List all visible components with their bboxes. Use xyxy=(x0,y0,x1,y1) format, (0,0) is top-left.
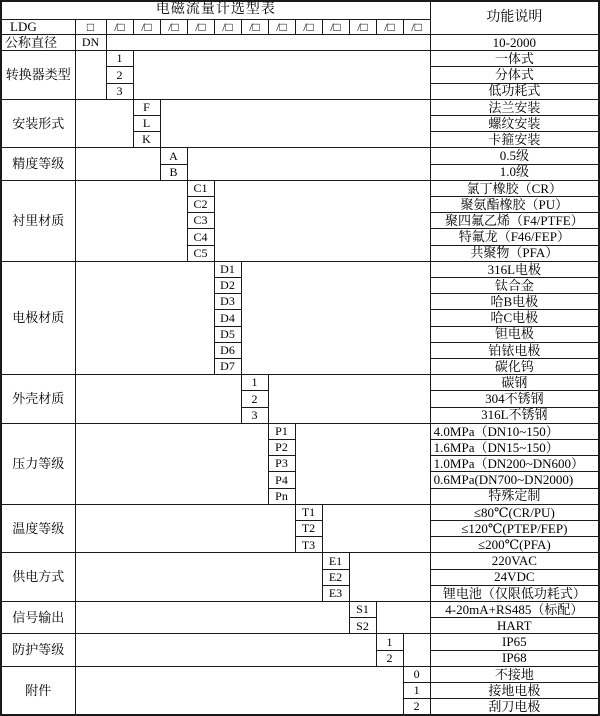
option-description: 钽电极 xyxy=(430,326,599,342)
option-description: 哈C电极 xyxy=(430,310,599,326)
option-description: 304不锈钢 xyxy=(430,391,599,407)
option-code: 1 xyxy=(241,375,268,391)
option-code: D1 xyxy=(214,261,241,277)
filler-right xyxy=(160,99,430,148)
option-row xyxy=(1,423,599,439)
model-slot-box: /□ xyxy=(268,19,295,34)
filler-right xyxy=(322,504,430,553)
option-code: 2 xyxy=(241,391,268,407)
category-label: 外壳材质 xyxy=(1,375,75,424)
option-code: T2 xyxy=(295,521,322,537)
option-code: 2 xyxy=(403,699,430,715)
option-code: E3 xyxy=(322,585,349,601)
option-code: E1 xyxy=(322,553,349,569)
option-code: D5 xyxy=(214,326,241,342)
model-slot-box: /□ xyxy=(349,19,376,34)
option-row xyxy=(1,666,599,682)
filler-right xyxy=(214,180,430,261)
title-row xyxy=(1,1,599,19)
filler-left xyxy=(75,504,295,553)
model-base-box: □ xyxy=(75,19,106,34)
option-row xyxy=(1,261,599,277)
category-label: 公称直径 xyxy=(1,34,75,50)
category-label: 温度等级 xyxy=(1,504,75,553)
option-description: 锂电池（仅限低功耗式） xyxy=(430,585,599,601)
option-code: P4 xyxy=(268,472,295,488)
category-label: 精度等级 xyxy=(1,148,75,180)
option-row xyxy=(1,634,599,650)
model-slot-box: /□ xyxy=(295,19,322,34)
option-description: 1.0MPa（DN200~DN600） xyxy=(430,456,599,472)
option-row xyxy=(1,34,599,50)
filler-right xyxy=(403,634,430,666)
category-label: 转换器类型 xyxy=(1,51,75,100)
function-column-header: 功能说明 xyxy=(430,1,599,34)
option-row xyxy=(1,180,599,196)
model-slot-box: /□ xyxy=(133,19,160,34)
category-label: 供电方式 xyxy=(1,553,75,602)
option-description: 聚氨酯橡胶（PU） xyxy=(430,196,599,212)
option-description: 一体式 xyxy=(430,51,599,67)
option-description: 1.6MPa（DN15~150） xyxy=(430,439,599,455)
option-description: IP68 xyxy=(430,650,599,666)
option-description: 铂铱电极 xyxy=(430,342,599,358)
option-description: IP65 xyxy=(430,634,599,650)
model-slot-box: /□ xyxy=(187,19,214,34)
option-code: A xyxy=(160,148,187,164)
model-slot-box: /□ xyxy=(160,19,187,34)
option-description: 法兰安装 xyxy=(430,99,599,115)
option-description: 钛合金 xyxy=(430,277,599,293)
model-prefix: LDG xyxy=(1,19,75,34)
option-code: D6 xyxy=(214,342,241,358)
option-code: B xyxy=(160,164,187,180)
model-slot-box: /□ xyxy=(241,19,268,34)
option-code: 1 xyxy=(376,634,403,650)
filler-left xyxy=(75,148,160,180)
option-code: 0 xyxy=(403,666,430,682)
option-description: 氯丁橡胶（CR） xyxy=(430,180,599,196)
option-code: T1 xyxy=(295,504,322,520)
filler-left xyxy=(75,261,214,374)
option-code: F xyxy=(133,99,160,115)
option-description: 1.0级 xyxy=(430,164,599,180)
category-label: 电极材质 xyxy=(1,261,75,374)
filler-left xyxy=(75,666,403,715)
model-slot-box: /□ xyxy=(214,19,241,34)
option-description: ≤120℃(PTEP/FEP) xyxy=(430,521,599,537)
option-description: 特氟龙（F46/FEP） xyxy=(430,229,599,245)
option-code: P2 xyxy=(268,439,295,455)
option-code: E2 xyxy=(322,569,349,585)
option-description: 特殊定制 xyxy=(430,488,599,504)
filler-right xyxy=(295,423,430,504)
option-code: S1 xyxy=(349,602,376,618)
option-code: D4 xyxy=(214,310,241,326)
option-code: 2 xyxy=(376,650,403,666)
filler-left xyxy=(75,634,376,666)
option-description: 共聚物（PFA） xyxy=(430,245,599,261)
filler-right xyxy=(268,375,430,424)
option-code: 3 xyxy=(241,407,268,423)
option-description: 4.0MPa（DN10~150） xyxy=(430,423,599,439)
option-code: C3 xyxy=(187,213,214,229)
filler-right xyxy=(376,602,430,634)
option-code: S2 xyxy=(349,618,376,634)
option-code: 2 xyxy=(106,67,133,83)
filler-right xyxy=(187,148,430,180)
option-description: 碳钢 xyxy=(430,375,599,391)
category-label: 衬里材质 xyxy=(1,180,75,261)
option-row xyxy=(1,553,599,569)
model-slot-box: /□ xyxy=(403,19,430,34)
option-description: 卡箍安装 xyxy=(430,132,599,148)
filler-left xyxy=(75,180,187,261)
model-slot-box: /□ xyxy=(322,19,349,34)
category-label: 压力等级 xyxy=(1,423,75,504)
option-description: 316L电极 xyxy=(430,261,599,277)
option-code: P3 xyxy=(268,456,295,472)
option-code: T3 xyxy=(295,537,322,553)
category-label: 附件 xyxy=(1,666,75,715)
option-description: 碳化钨 xyxy=(430,358,599,374)
option-code: Pn xyxy=(268,488,295,504)
option-code: 1 xyxy=(106,51,133,67)
filler-left xyxy=(75,99,133,148)
option-code: P1 xyxy=(268,423,295,439)
option-code: D3 xyxy=(214,294,241,310)
filler-right xyxy=(349,553,430,602)
option-description: ≤200℃(PFA) xyxy=(430,537,599,553)
option-description: 0.6MPa(DN700~DN2000) xyxy=(430,472,599,488)
filler-left xyxy=(75,423,268,504)
option-row xyxy=(1,375,599,391)
option-code: 3 xyxy=(106,83,133,99)
option-description: 低功耗式 xyxy=(430,83,599,99)
model-slot-box: /□ xyxy=(376,19,403,34)
option-code: C1 xyxy=(187,180,214,196)
option-description: 220VAC xyxy=(430,553,599,569)
option-description: 24VDC xyxy=(430,569,599,585)
option-row xyxy=(1,51,599,67)
option-description: 聚四氟乙烯（F4/PTFE） xyxy=(430,213,599,229)
option-description: 不接地 xyxy=(430,666,599,682)
option-code: 1 xyxy=(403,683,430,699)
model-slot-box: /□ xyxy=(106,19,133,34)
option-description: 刮刀电极 xyxy=(430,699,599,715)
option-code: K xyxy=(133,132,160,148)
option-row xyxy=(1,148,599,164)
option-description: 哈B电极 xyxy=(430,294,599,310)
option-code: L xyxy=(133,115,160,131)
option-code: C2 xyxy=(187,196,214,212)
option-description: 接地电极 xyxy=(430,683,599,699)
filler-left xyxy=(75,602,349,634)
option-code: DN xyxy=(75,34,106,50)
option-description: HART xyxy=(430,618,599,634)
option-description: ≤80℃(CR/PU) xyxy=(430,504,599,520)
filler-left xyxy=(75,51,106,100)
page-title: 电磁流量计选型表 xyxy=(1,1,430,19)
category-label: 防护等级 xyxy=(1,634,75,666)
filler-left xyxy=(75,553,322,602)
selection-table-body xyxy=(1,1,599,715)
option-description: 10-2000 xyxy=(430,34,599,50)
option-row xyxy=(1,504,599,520)
filler-left xyxy=(75,375,241,424)
option-code: C4 xyxy=(187,229,214,245)
option-description: 分体式 xyxy=(430,67,599,83)
category-label: 信号输出 xyxy=(1,602,75,634)
option-description: 316L不锈钢 xyxy=(430,407,599,423)
option-description: 4-20mA+RS485（标配） xyxy=(430,602,599,618)
filler-right xyxy=(241,261,430,374)
filler-right xyxy=(106,34,430,50)
option-code: C5 xyxy=(187,245,214,261)
option-row xyxy=(1,602,599,618)
option-code: D2 xyxy=(214,277,241,293)
filler-right xyxy=(133,51,430,100)
option-row xyxy=(1,99,599,115)
option-description: 螺纹安装 xyxy=(430,115,599,131)
option-description: 0.5级 xyxy=(430,148,599,164)
category-label: 安装形式 xyxy=(1,99,75,148)
option-code: D7 xyxy=(214,358,241,374)
